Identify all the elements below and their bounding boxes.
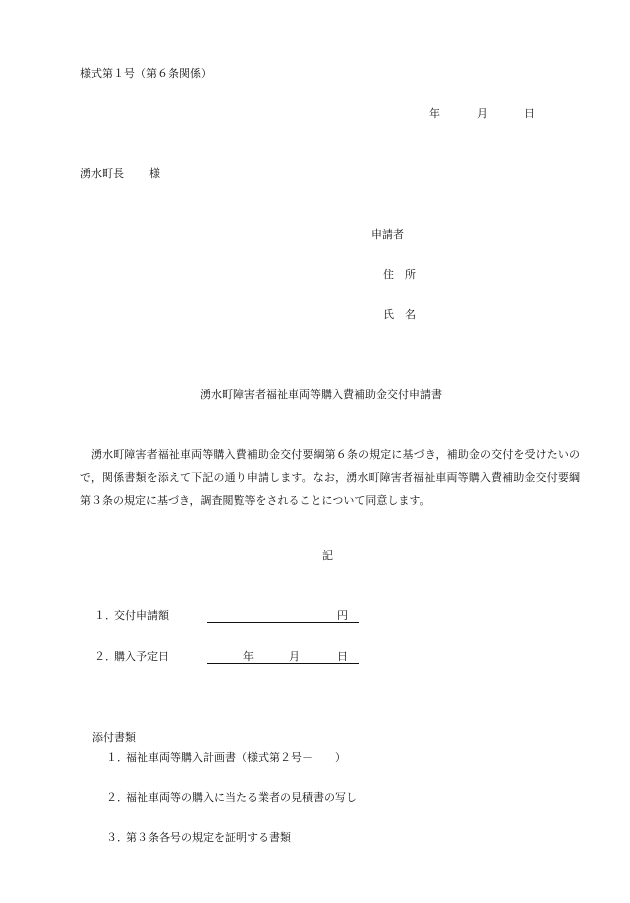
item-1-label: 交付申請額 — [114, 609, 169, 622]
addressee-honorific: 様 — [149, 167, 160, 180]
date-month: 月 — [477, 107, 488, 120]
attachment-1-text: 福祉車両等購入計画書（様式第２号－ ） — [126, 751, 346, 764]
attachment-2-text: 福祉車両等の購入に当たる業者の見積書の写し — [126, 791, 357, 804]
attachments-heading: 添付書類 — [92, 731, 136, 744]
applicant-label: 申請者 — [371, 228, 404, 241]
item-2-number: ２． — [94, 650, 116, 663]
attachment-2-number: ２． — [106, 791, 128, 804]
document-title: 湧水町障害者福祉車両等購入費補助金交付申請書 — [200, 388, 442, 401]
form-number: 様式第１号（第６条関係） — [80, 67, 212, 80]
item-1-yen: 円 — [337, 609, 348, 622]
addressee-name: 湧水町長 — [80, 167, 124, 180]
attachment-1-number: １． — [106, 751, 128, 764]
body-paragraph: 湧水町障害者福祉車両等購入費補助金交付要綱第６条の規定に基づき，補助金の交付を受けたいので，関係書類を添えて下記の通り申請します。なお，湧水町障害者福祉車両等購入費補助金交付要綱第３条の規定に基づき，調査閲覧等をされることについて同意します。 — [80, 448, 580, 507]
applicant-address-label: 住 所 — [383, 268, 416, 281]
item-2-year: 年 — [243, 650, 254, 663]
ki-heading: 記 — [322, 549, 333, 562]
date-day: 日 — [524, 107, 535, 120]
date-year: 年 — [429, 107, 440, 120]
applicant-name-label: 氏 名 — [383, 308, 416, 321]
item-1-number: １． — [94, 609, 116, 622]
attachment-3-number: ３． — [106, 831, 128, 844]
item-2-day: 日 — [337, 650, 348, 663]
item-2-underline — [207, 663, 359, 664]
item-1-underline — [207, 622, 359, 623]
item-2-month: 月 — [289, 650, 300, 663]
item-2-label: 購入予定日 — [114, 650, 169, 663]
attachment-3-text: 第３条各号の規定を証明する書類 — [126, 831, 291, 844]
